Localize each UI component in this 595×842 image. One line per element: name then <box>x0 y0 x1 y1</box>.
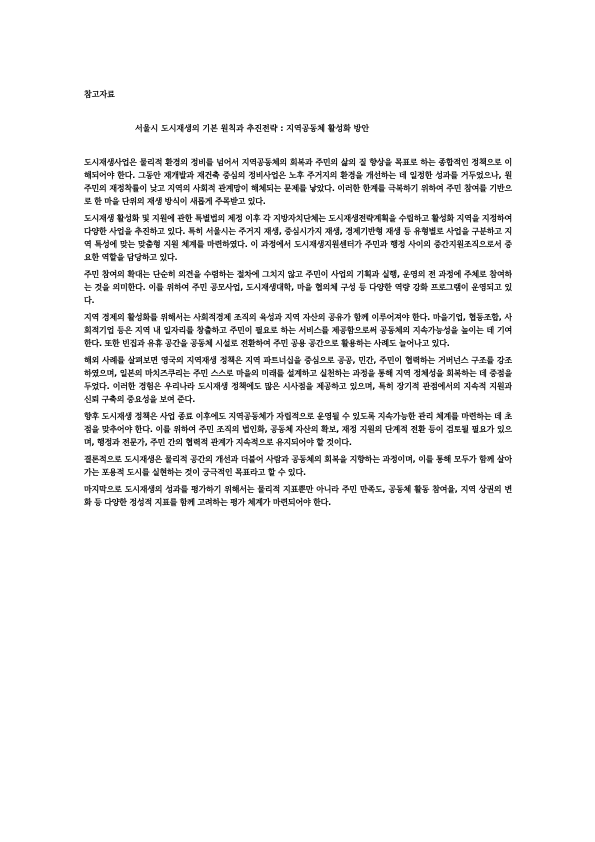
paragraph: 지역 경제의 활성화를 위해서는 사회적경제 조직의 육성과 지역 자산의 공유가 함께 이루어져야 한다. 마을기업, 협동조합, 사회적기업 등은 지역 내 일자리를 창출하고 주민이 필요로 하는 서비스를 제공함으로써 공동체의 지속가능성을 높이는 데 기여한다. 또한 빈집과 유휴 공간을 공동체 시설로 전환하여 주민 공용 공간으로 활용하는 사례도 늘어나고 있다. <box>84 313 512 348</box>
paragraph: 마지막으로 도시재생의 성과를 평가하기 위해서는 물리적 지표뿐만 아니라 주민 만족도, 공동체 활동 참여율, 지역 상권의 변화 등 다양한 정성적 지표를 함께 고려하는 평가 체계가 마련되어야 한다. <box>84 485 512 507</box>
header-label: 참고자료 <box>84 90 115 99</box>
paragraph: 해외 사례를 살펴보면 영국의 지역재생 정책은 지역 파트너십을 중심으로 공공, 민간, 주민이 협력하는 거버넌스 구조를 강조하였으며, 일본의 마치즈쿠리는 주민 스스로 마을의 미래를 설계하고 실천하는 과정을 통해 지역 정체성을 회복하는 데 중점을 두었다. 이러한 경험은 우리나라 도시재생 정책에도 많은 시사점을 제공하고 있으며, 특히 장기적 관점에서의 지속적 지원과 신뢰 구축의 중요성을 보여 준다. <box>84 356 512 404</box>
paragraph: 결론적으로 도시재생은 물리적 공간의 개선과 더불어 사람과 공동체의 회복을 지향하는 과정이며, 이를 통해 모두가 함께 살아가는 포용적 도시를 실현하는 것이 궁극적인 목표라고 할 수 있다. <box>84 455 512 477</box>
paragraph: 향후 도시재생 정책은 사업 종료 이후에도 지역공동체가 자립적으로 운영될 수 있도록 지속가능한 관리 체계를 마련하는 데 초점을 맞추어야 한다. 이를 위하여 주민 조직의 법인화, 공동체 자산의 확보, 재정 지원의 단계적 전환 등이 검토될 필요가 있으며, 행정과 전문가, 주민 간의 협력적 관계가 지속적으로 유지되어야 할 것이다. <box>84 412 512 447</box>
paragraph: 주민 참여의 확대는 단순히 의견을 수렴하는 절차에 그치지 않고 주민이 사업의 기획과 실행, 운영의 전 과정에 주체로 참여하는 것을 의미한다. 이를 위하여 주민 공모사업, 도시재생대학, 마을 협의체 구성 등 다양한 역량 강화 프로그램이 운영되고 있다. <box>84 270 512 305</box>
paragraph: 도시재생 활성화 및 지원에 관한 특별법의 제정 이후 각 지방자치단체는 도시재생전략계획을 수립하고 활성화 지역을 지정하여 다양한 사업을 추진하고 있다. 특히 서울시는 주거지 재생, 중심시가지 재생, 경제기반형 재생 등 유형별로 사업을 구분하고 지역 특성에 맞는 맞춤형 지원 체계를 마련하였다. 이 과정에서 도시재생지원센터가 주민과 행정 사이의 중간지원조직으로서 중요한 역할을 담당하고 있다. <box>84 214 512 262</box>
paragraph: 도시재생사업은 물리적 환경의 정비를 넘어서 지역공동체의 회복과 주민의 삶의 질 향상을 목표로 하는 종합적인 정책으로 이해되어야 한다. 그동안 재개발과 재건축 중심의 정비사업은 노후 주거지의 환경을 개선하는 데 일정한 성과를 거두었으나, 원주민의 재정착률이 낮고 지역의 사회적 관계망이 해체되는 문제를 낳았다. 이러한 한계를 극복하기 위하여 주민 참여를 기반으로 한 마을 단위의 재생 방식이 새롭게 주목받고 있다. <box>84 158 512 206</box>
document-title: 서울시 도시재생의 기본 원칙과 추진전략 : 지역공동체 활성화 방안 <box>135 124 370 133</box>
body-text <box>84 156 512 832</box>
